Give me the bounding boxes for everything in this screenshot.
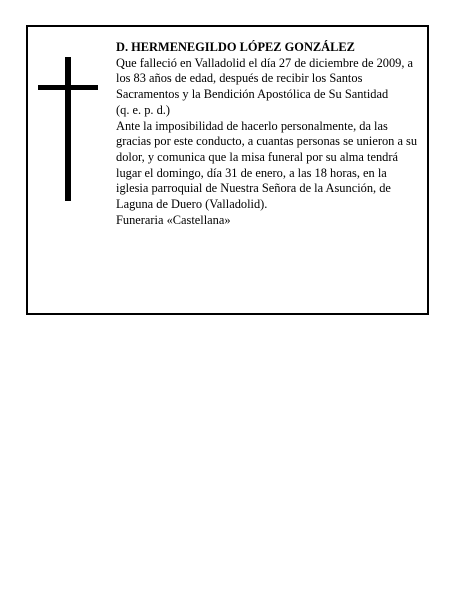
obituary-notice <box>26 25 429 315</box>
rip-line: (q. e. p. d.) <box>116 102 171 117</box>
notice-text-block <box>116 40 422 228</box>
deceased-name: D. HERMENEGILDO LÓPEZ GONZÁLEZ <box>116 40 355 54</box>
funeral-home: Funeraria «Castellana» <box>116 212 231 227</box>
cross-vertical-bar <box>65 57 71 201</box>
death-paragraph: Que falleció en Valladolid el día 27 de diciembre de 2009, a los 83 años de edad, después de recibir los Santos Sacramentos y la Bendición Apostólica de Su Santidad <box>116 55 414 102</box>
latin-cross-icon <box>38 57 98 201</box>
cross-horizontal-bar <box>38 85 98 90</box>
family-paragraph: Ante la imposibilidad de hacerlo personalmente, da las gracias por este conducto, a cuantas personas se unieron a su dolor, y comunica que la misa funeral por su alma tendrá lugar el domingo, día 31 de enero, a las 18 horas, en la iglesia parroquial de Nuestra Señora de la Asunción, de Laguna de Duero (Valladolid). <box>116 118 418 212</box>
